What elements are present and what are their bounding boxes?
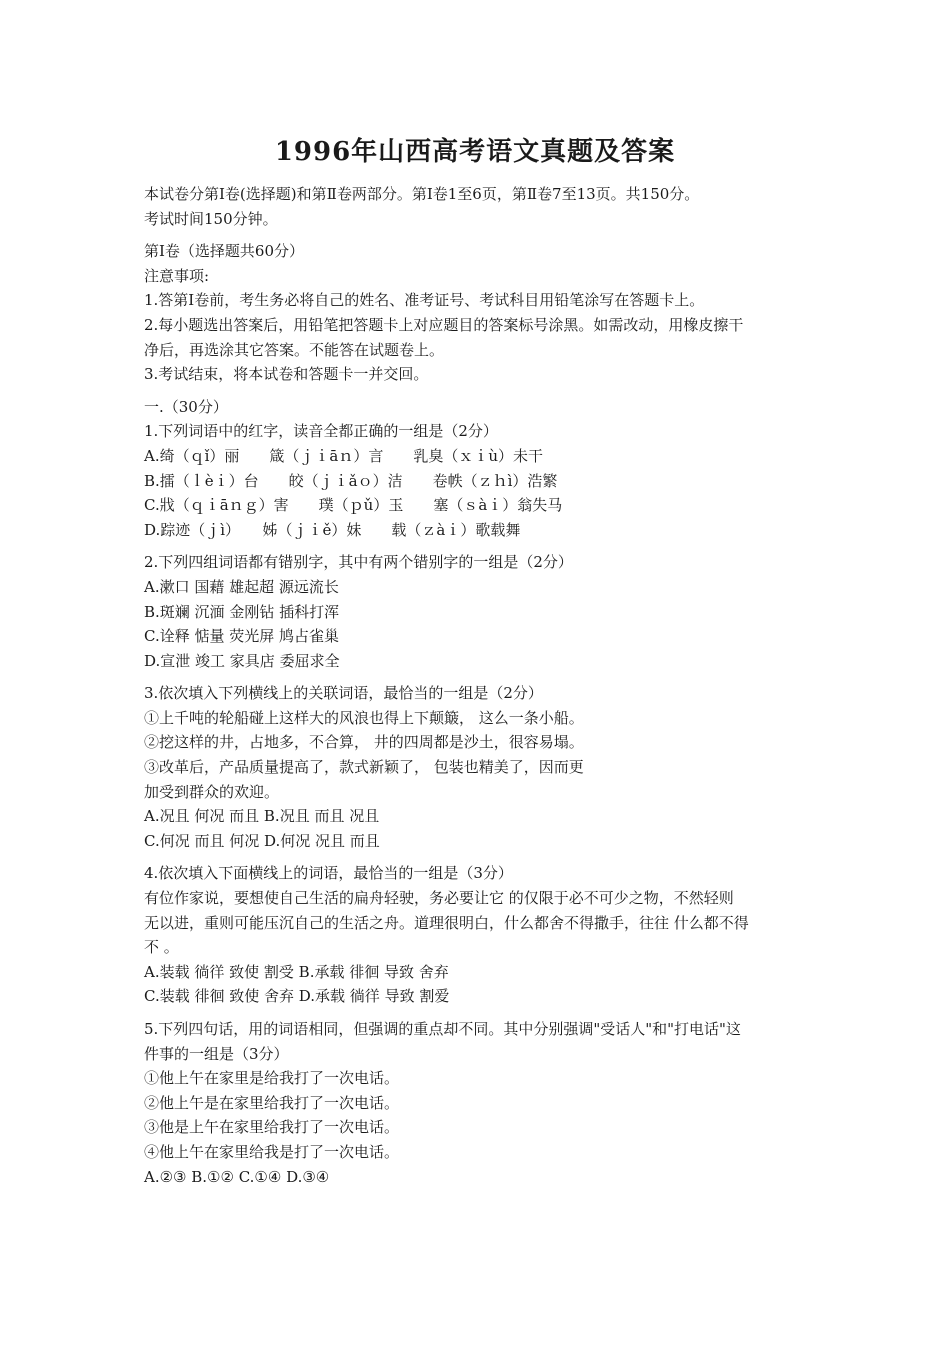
text-line: ④他上午在家里给我是打了一次电话。 [144,1142,400,1161]
paragraph-gap [144,542,814,550]
text-line: 无以进，重则可能压沉自己的生活之舟。道理很明白，什么都舍不得撒手，往往 什么都不得 [144,913,749,932]
text-line: 本试卷分第Ⅰ卷(选择题)和第Ⅱ卷两部分。第Ⅰ卷1至6页，第Ⅱ卷7至13页。共150分。 [144,185,700,203]
text-line: B.斑斓 沉湎 金刚钻 插科打浑 [144,602,340,621]
document-body [144,182,814,1189]
text-line: 5.下列四句话，用的词语相同，但强调的重点却不同。其中分别强调"受话人"和"打电话"这 [144,1020,741,1038]
text-line: C.诠释 惦量 荧光屏 鸠占雀巢 [144,627,340,646]
text-line: 4.依次填入下面横线上的词语，最恰当的一组是（3分） [144,864,513,883]
paragraph-gap [144,853,814,861]
paragraph-gap [144,387,814,395]
text-line: A.漱口 国藉 雄起超 源远流长 [144,577,339,596]
text-line: A.②③ B.①② C.①④ D.③④ [144,1167,330,1186]
text-line: 2.下列四组词语都有错别字，其中有两个错别字的一组是（2分） [144,553,573,572]
text-line: B.擂（ｌèｉ）台 皎（ｊｉǎｏ）洁 卷帙（ｚｈì）浩繁 [144,471,558,490]
text-line: 1.答第Ⅰ卷前，考生务必将自己的姓名、准考证号、考试科目用铅笔涂写在答题卡上。 [144,291,705,310]
paragraph-gap [144,1009,814,1017]
text-line: 第Ⅰ卷（选择题共60分） [144,242,305,261]
text-line: 件事的一组是（3分） [144,1044,289,1063]
text-line: ②他上午是在家里给我打了一次电话。 [144,1093,400,1112]
text-line: 注意事项: [144,266,210,285]
text-line: A.况且 何况 而且 B.况且 而且 况且 [144,807,380,826]
text-line: 1.下列词语中的红字，读音全都正确的一组是（2分） [144,422,498,441]
text-line: ②挖这样的井，占地多，不合算， 井的四周都是沙土，很容易塌。 [144,733,584,752]
text-line: ①上千吨的轮船碰上这样大的风浪也得上下颠簸， 这么一条小船。 [144,708,584,727]
text-line: ①他上午在家里是给我打了一次电话。 [144,1069,400,1088]
text-line: 加受到群众的欢迎。 [144,782,280,801]
text-line: 3.依次填入下列横线上的关联词语，最恰当的一组是（2分） [144,684,543,703]
text-line: 有位作家说，要想使自己生活的扁舟轻驶，务必要让它 的仅限于必不可少之物，不然轻则 [144,889,734,908]
text-line: 净后，再选涂其它答案。不能答在试题卷上。 [144,340,445,359]
text-line: A.装载 徜徉 致使 割受 B.承载 徘徊 导致 舍弃 [144,962,449,981]
text-line: C.戕（ｑｉāｎｇ）害 璞（ｐǔ）玉 塞（ｓàｉ）翁失马 [144,496,563,515]
text-line: ③他是上午在家里给我打了一次电话。 [144,1118,400,1137]
text-line: D.踪迹（ｊì） 姊（ｊｉě）妹 载（ｚàｉ）歌载舞 [144,520,521,539]
paragraph-gap [144,673,814,681]
text-line: C.何况 而且 何况 D.何况 况且 而且 [144,831,380,850]
text-line: ③改革后，产品质量提高了，款式新颖了， 包装也精美了，因而更 [144,758,584,777]
text-line: 考试时间150分钟。 [144,209,278,228]
text-line: C.装载 徘徊 致使 舍弃 D.承载 徜徉 导致 割爱 [144,987,450,1006]
text-line: 一.（30分） [144,397,228,416]
text-line: 3.考试结束，将本试卷和答题卡一并交回。 [144,365,429,384]
text-line: A.绮（ｑǐ）丽 箴（ｊｉāｎ）言 乳臭（ｘｉù）未干 [144,446,544,465]
paragraph-gap [144,231,814,239]
page-title: 1996年山西高考语文真题及答案 [274,137,676,167]
text-line: 2.每小题选出答案后，用铅笔把答题卡上对应题目的答案标号涂黑。如需改动，用橡皮擦干 [144,315,744,334]
text-line: 不 。 [144,938,179,957]
text-line: D.宣泄 竣工 家具店 委屈求全 [144,651,340,670]
